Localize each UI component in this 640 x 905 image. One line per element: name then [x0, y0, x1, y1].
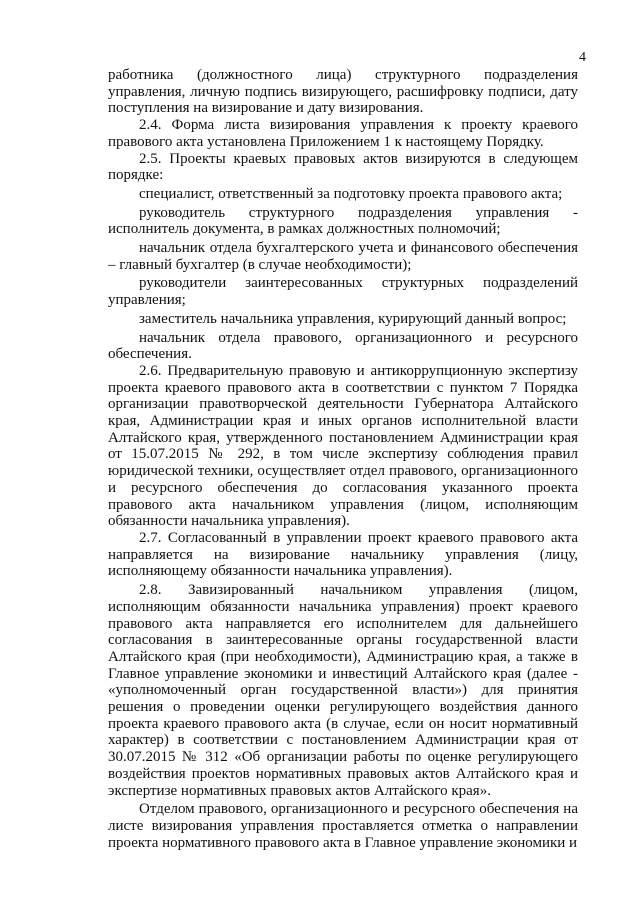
paragraph: 2.8. Завизированный начальником управления (лицом, исполняющим обязанности начальника управления) проект краевого правового акта направляется его исполнителем для дальнейшего согласования в заинтересованные органы государственной власти Алтайского края (при необходимости), Администрацию края, а также в Главное управление экономики и инвестиций Алтайского края (далее - «уполномоченный орган государственной власти») для принятия решения о проведении оценки регулирующего воздействия данного проекта краевого правового акта (в случае, если он носит нормативный характер) в соответствии с постановлением Администрации края от 30.07.2015 № 312 «Об организации работы по оценке регулирующего воздействия проектов нормативных правовых актов Алтайского края и экспертизе нормативных правовых актов Алтайского края».	[108, 582, 578, 799]
paragraph: 2.6. Предварительную правовую и антикоррупционную экспертизу проекта краевого правового акта в соответствии с пунктом 7 Порядка организации правотворческой деятельности Губернатора Алтайского края, Администрации края и иных органов исполнительной власти Алтайского края, утвержденного постановлением Администрации края от 15.07.2015 № 292, в том числе экспертизу соблюдения правил юридической техники, осуществляет отдел правового, организационного и ресурсного обеспечения до согласования указанного проекта правового акта начальником управления (лицом, исполняющим обязанности начальника управления).	[108, 362, 578, 530]
paragraph: начальник отдела правового, организационного и ресурсного обеспечения.	[108, 329, 578, 363]
paragraph: руководители заинтересованных структурных подразделений управления;	[108, 275, 578, 309]
paragraph: 2.4. Форма листа визирования управления к проекту краевого правового акта установлена Приложением 1 к настоящему Порядку.	[108, 117, 578, 150]
paragraph: руководитель структурного подразделения управления - исполнитель документа, в рамках должностных полномочий;	[108, 204, 578, 238]
page-number: 4	[579, 50, 586, 65]
paragraph: 2.5. Проекты краевых правовых актов визируются в следующем порядке:	[108, 150, 578, 184]
paragraph: заместитель начальника управления, курирующий данный вопрос;	[139, 310, 567, 327]
paragraph: специалист, ответственный за подготовку проекта правового акта;	[139, 185, 563, 202]
paragraph: начальник отдела бухгалтерского учета и финансового обеспечения – главный бухгалтер (в случае необходимости);	[108, 240, 578, 273]
paragraph: Отделом правового, организационного и ресурсного обеспечения на листе визирования управления проставляется отметка о направлении проекта нормативного правового акта в Главное управление экономики и	[108, 801, 578, 851]
paragraph: работника (должностного лица) структурного подразделения управления, личную подпись визирующего, расшифровку подписи, дату поступления на визирование и дату визирования.	[108, 67, 578, 117]
document-body	[108, 67, 578, 851]
paragraph: 2.7. Согласованный в управлении проект краевого правового акта направляется на визирование начальнику управления (лицу, исполняющему обязанности начальника управления).	[108, 529, 578, 580]
